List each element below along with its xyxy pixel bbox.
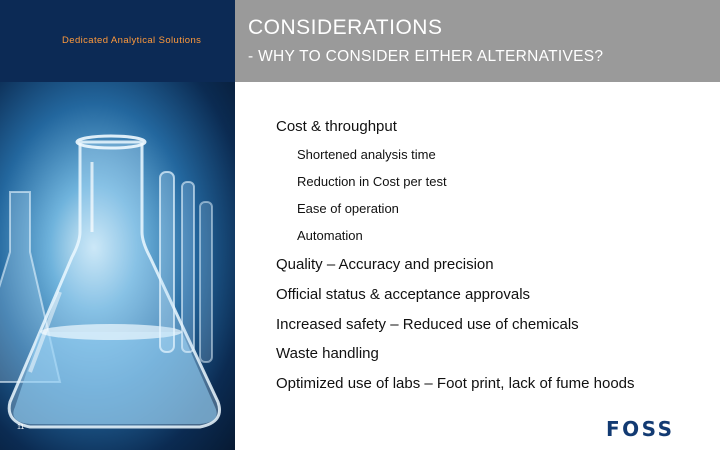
list-item <box>276 316 579 333</box>
slide-number: 11 <box>17 424 25 431</box>
list-item <box>276 256 494 273</box>
list-item <box>276 286 530 303</box>
list-item <box>297 147 436 162</box>
bullet-text: Quality – Accuracy and precision <box>276 256 494 273</box>
list-item <box>297 228 363 243</box>
list-item <box>297 201 399 216</box>
bullet-text: Optimized use of labs – Foot print, lack of fume hoods <box>276 375 635 392</box>
page-subtitle: - WHY TO CONSIDER EITHER ALTERNATIVES? <box>248 48 604 65</box>
bullet-text: Reduction in Cost per test <box>297 174 447 189</box>
bullet-text: Automation <box>297 228 363 243</box>
bullet-text: Cost & throughput <box>276 118 397 135</box>
bullet-text: Shortened analysis time <box>297 147 436 162</box>
list-item <box>276 375 635 392</box>
bullet-text: Waste handling <box>276 345 379 362</box>
list-item <box>276 118 397 135</box>
bullet-text: Official status & acceptance approvals <box>276 286 531 303</box>
lab-flasks-photo <box>0 82 235 450</box>
title-band <box>235 0 720 82</box>
list-item <box>276 345 379 362</box>
bullet-text: Increased safety – Reduced use of chemicals <box>276 316 579 333</box>
page-title: CONSIDERATIONS <box>248 16 443 39</box>
list-item <box>297 174 447 189</box>
brand-tagline: Dedicated Analytical Solutions <box>62 35 202 46</box>
bullet-text: Ease of operation <box>297 201 399 216</box>
foss-logo: FOSS <box>606 417 675 441</box>
